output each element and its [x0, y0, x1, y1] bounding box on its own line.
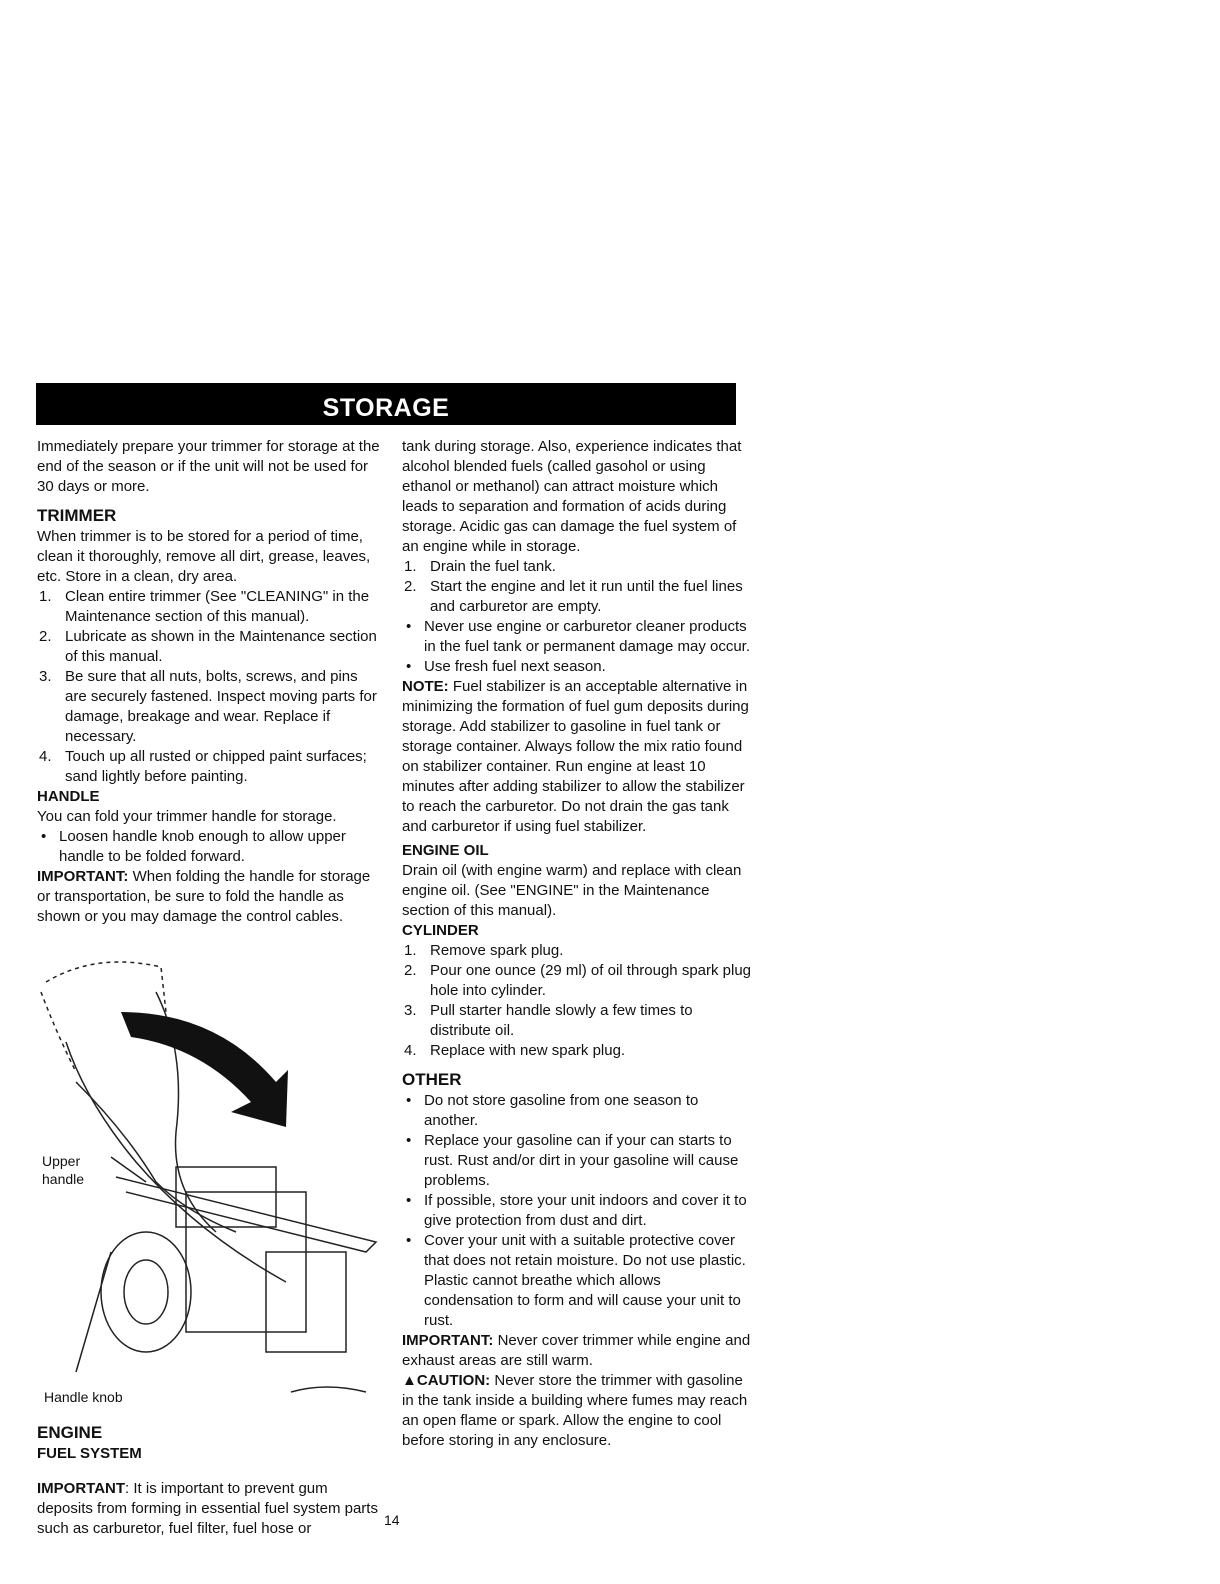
handle-knob-label: Handle knob: [44, 1389, 123, 1405]
other-important: IMPORTANT: Never cover trimmer while engine and exhaust areas are still warm.: [402, 1332, 751, 1369]
engine-section: [37, 1422, 382, 1554]
left-column: [37, 437, 382, 927]
list-item: 1. Remove spark plug.: [404, 942, 564, 959]
list-item: • Never use engine or carburetor cleaner products in the fuel tank or permanent damage may occur.: [406, 618, 751, 655]
handle-fold-illustration: [36, 952, 386, 1412]
handle-paragraph: You can fold your trimmer handle for storage.: [37, 808, 337, 825]
list-item: • Replace your gasoline can if your can starts to rust. Rust and/or dirt in your gasoline will cause problems.: [406, 1132, 739, 1189]
list-item: • Loosen handle knob enough to allow upper handle to be folded forward.: [41, 828, 346, 865]
trimmer-heading: TRIMMER: [37, 506, 117, 525]
note-paragraph: NOTE: Fuel stabilizer is an acceptable alternative in minimizing the formation of fuel gum deposits during storage. Add stabilizer to gasoline in fuel tank or storage container. Always follow the mix ratio found on stabilizer container. Run engine at least 10 minutes after adding stabilizer to allow the stabilizer to reach the carburetor. Do not drain the gas tank and carburetor if using fuel stabilizer.: [402, 678, 749, 835]
list-item: 1. Clean entire trimmer (See "CLEANING" in the Maintenance section of this manual).: [39, 588, 370, 625]
list-item: 2. Lubricate as shown in the Maintenance section of this manual.: [39, 628, 377, 665]
page-number: 14: [384, 1512, 400, 1528]
fuel-continued: tank during storage. Also, experience indicates that alcohol blended fuels (called gasohol or using ethanol or methanol) can attract moisture which leads to separation and formation of acids during storage. Acidic gas can damage the fuel system of an engine while in storage.: [402, 438, 742, 555]
list-item: 4. Replace with new spark plug.: [404, 1042, 626, 1059]
intro-paragraph: Immediately prepare your trimmer for storage at the end of the season or if the unit will not be used for 30 days or more.: [37, 438, 380, 495]
list-item: • Cover your unit with a suitable protective cover that does not retain moisture. Do not use plastic. Plastic cannot breathe which allows condensation to form and will cause your unit to rust.: [406, 1232, 746, 1329]
list-item: 1. Drain the fuel tank.: [404, 558, 556, 575]
fuel-important: IMPORTANT: It is important to prevent gum deposits from forming in essential fuel system parts such as carburetor, fuel filter, fuel hose or: [37, 1480, 378, 1537]
storage-banner: [36, 383, 736, 425]
handle-important: IMPORTANT: When folding the handle for storage or transportation, be sure to fold the handle as shown or you may damage the control cables.: [37, 868, 371, 925]
list-item: 2. Start the engine and let it run until the fuel lines and carburetor are empty.: [404, 578, 743, 615]
warning-triangle-icon: ▲: [402, 1372, 417, 1389]
cylinder-heading: CYLINDER: [402, 922, 479, 939]
caution-paragraph: ▲CAUTION: Never store the trimmer with gasoline in the tank inside a building where fumes may reach an open flame or spark. Allow the engine to cool before storing in any enclosure.: [402, 1372, 748, 1449]
engine-oil-paragraph: Drain oil (with engine warm) and replace with clean engine oil. (See "ENGINE" in the Maintenance section of this manual).: [402, 862, 742, 919]
list-item: 3. Pull starter handle slowly a few times to distribute oil.: [404, 1002, 693, 1039]
list-item: 2. Pour one ounce (29 ml) of oil through spark plug hole into cylinder.: [404, 962, 752, 999]
other-heading: OTHER: [402, 1070, 462, 1089]
list-item: • Use fresh fuel next season.: [406, 658, 606, 675]
trimmer-paragraph: When trimmer is to be stored for a period of time, clean it thoroughly, remove all dirt, grease, leaves, etc. Store in a clean, dry area.: [37, 528, 371, 585]
right-column: [402, 437, 752, 1451]
handle-heading: HANDLE: [37, 788, 100, 805]
engine-oil-heading: ENGINE OIL: [402, 842, 489, 859]
list-item: • Do not store gasoline from one season to another.: [406, 1092, 699, 1129]
trimmer-drawing: [36, 952, 386, 1412]
list-item: 3. Be sure that all nuts, bolts, screws, and pins are securely fastened. Inspect moving parts for damage, breakage and wear. Replace if necessary.: [39, 668, 377, 745]
list-item: • If possible, store your unit indoors and cover it to give protection from dust and dirt.: [406, 1192, 747, 1229]
upper-handle-label: Upper handle: [42, 1153, 85, 1187]
fuel-system-heading: FUEL SYSTEM: [37, 1445, 142, 1462]
list-item: 4. Touch up all rusted or chipped paint surfaces; sand lightly before painting.: [39, 748, 367, 785]
page-title: STORAGE: [322, 394, 450, 422]
engine-heading: ENGINE: [37, 1423, 103, 1442]
